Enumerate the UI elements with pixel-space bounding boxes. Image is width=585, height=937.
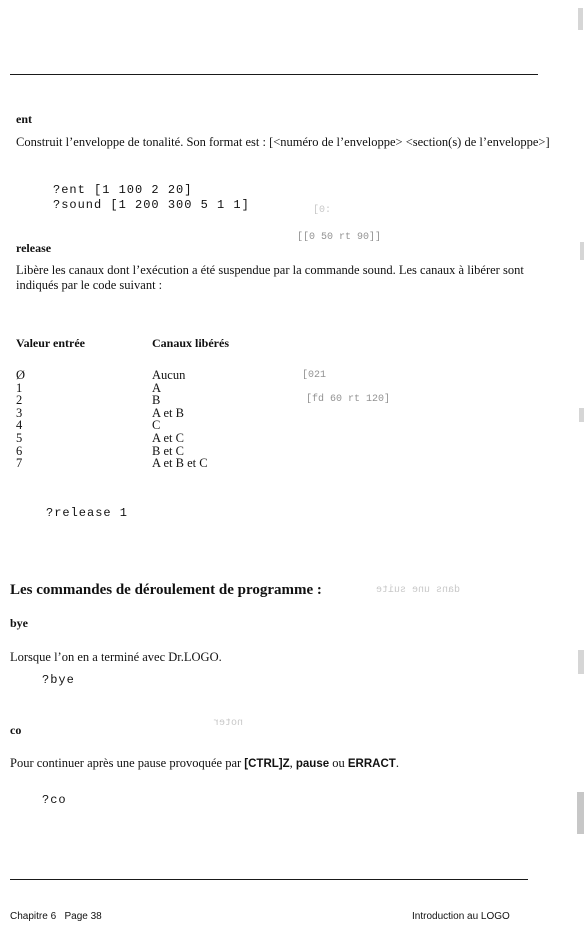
co-separator: ou [329,756,348,770]
table-channel: Aucun [152,368,186,382]
flow-commands-heading: Les commandes de déroulement de programme : [10,582,322,598]
ent-description: Construit l’enveloppe de tonalité. Son format est : [<numéro de l’enveloppe> <section(s) de l’enveloppe>] [16,135,550,149]
ctrl-z-key: [CTRL]Z [244,758,290,770]
bottom-rule [10,879,528,880]
show-through-text: noter [213,718,244,729]
show-through-text: [021 [302,370,327,381]
erract-keyword: ERRACT [347,758,396,770]
table-channel: B et C [152,443,184,458]
table-value: 6 [16,443,23,458]
table-header-value: Valeur entrée [16,336,85,350]
co-code: ?co [42,793,67,807]
show-through-text: [fd 60 rt 120] [306,394,391,405]
ent-heading: ent [16,112,32,126]
table-channel: A et C [152,430,184,445]
top-rule [10,74,538,75]
co-suffix: . [395,756,399,770]
footer-book-title: Introduction au LOGO [412,911,510,922]
table-channel: A et B [152,405,184,420]
table-values-column [16,369,25,470]
scan-noise [579,408,584,422]
table-channels-column [152,369,208,470]
table-value: 4 [16,418,23,433]
co-description [10,756,580,772]
show-through-text: [0: [313,205,332,216]
co-heading: co [10,723,22,737]
scan-noise [578,8,583,30]
table-header-channels: Canaux libérés [152,336,230,350]
table-value: Ø [16,368,26,382]
release-code: ?release 1 [46,506,129,520]
show-through-text: dans une suite [376,585,461,596]
bye-heading: bye [10,616,28,630]
bye-description: Lorsque l’on en a terminé avec Dr.LOGO. [10,650,222,664]
release-heading: release [16,241,52,255]
ent-code-line-1: ?ent [1 100 2 20] [53,183,193,197]
table-value: 7 [16,456,23,471]
table-channel: C [152,418,161,433]
scan-noise [580,242,584,260]
ent-code-line-2: ?sound [1 200 300 5 1 1] [53,198,250,212]
scan-noise [578,650,584,674]
table-channel: A [152,380,162,395]
scan-noise [577,792,584,834]
table-value: 2 [16,393,23,408]
pause-keyword: pause [295,758,330,770]
co-description-prefix: Pour continuer après une pause provoquée par [10,756,245,770]
table-channel: A et B et C [152,456,208,471]
table-channel: B [152,393,161,408]
table-value: 3 [16,405,23,420]
bye-code: ?bye [42,673,75,687]
release-description: Libère les canaux dont l’exécution a été suspendue par la commande sound. Les canaux à libérer sont indiqués par le code suivant : [16,263,524,292]
co-separator: , [289,756,296,770]
table-value: 1 [16,380,23,395]
show-through-text: [[0 50 rt 90]] [297,232,382,243]
table-value: 5 [16,430,23,445]
footer-chapter-page: Chapitre 6 Page 38 [10,911,102,922]
